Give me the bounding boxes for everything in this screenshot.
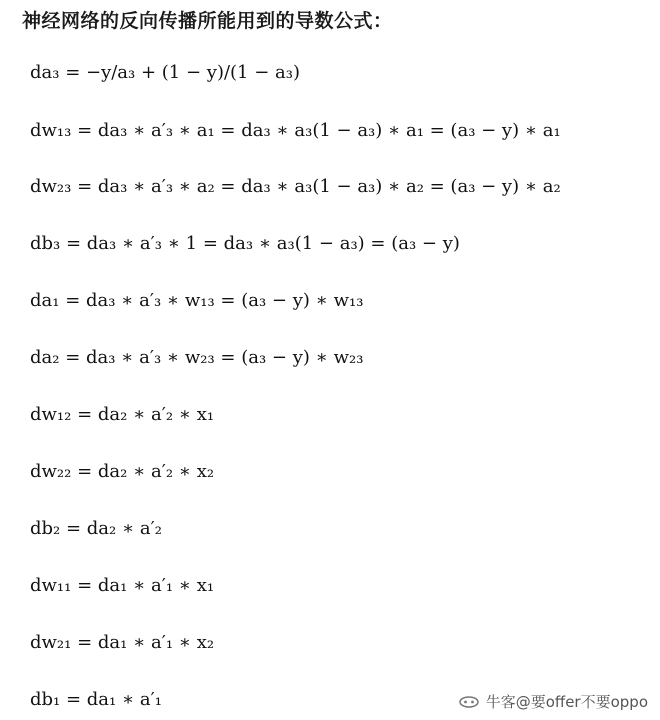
equation-db2: db₂ = da₂ ∗ a′₂: [30, 518, 162, 539]
page-title: 神经网络的反向传播所能用到的导数公式：: [22, 10, 393, 32]
equation-dw12: dw₁₂ = da₂ ∗ a′₂ ∗ x₁: [30, 404, 215, 425]
equation-dw13: dw₁₃ = da₃ ∗ a′₃ ∗ a₁ = da₃ ∗ a₃(1 − a₃) ∗ a₁ = (a₃ − y) ∗ a₁: [30, 120, 561, 141]
equation-da3: da₃ = −y/a₃ + (1 − y)/(1 − a₃): [30, 62, 301, 83]
watermark-text: 牛客@要offer不要oppo: [485, 693, 648, 711]
equation-dw11: dw₁₁ = da₁ ∗ a′₁ ∗ x₁: [30, 575, 215, 596]
equation-db3: db₃ = da₃ ∗ a′₃ ∗ 1 = da₃ ∗ a₃(1 − a₃) = (a₃ − y): [30, 233, 460, 254]
equation-dw21: dw₂₁ = da₁ ∗ a′₁ ∗ x₂: [30, 632, 215, 653]
equation-da1: da₁ = da₃ ∗ a′₃ ∗ w₁₃ = (a₃ − y) ∗ w₁₃: [30, 290, 364, 311]
watermark: [458, 691, 648, 712]
equation-db1: db₁ = da₁ ∗ a′₁: [30, 689, 162, 710]
nowcoder-logo-icon: [458, 695, 480, 709]
equation-dw23: dw₂₃ = da₃ ∗ a′₃ ∗ a₂ = da₃ ∗ a₃(1 − a₃) ∗ a₂ = (a₃ − y) ∗ a₂: [30, 176, 561, 197]
equation-dw22: dw₂₂ = da₂ ∗ a′₂ ∗ x₂: [30, 461, 215, 482]
equation-da2: da₂ = da₃ ∗ a′₃ ∗ w₂₃ = (a₃ − y) ∗ w₂₃: [30, 347, 364, 368]
